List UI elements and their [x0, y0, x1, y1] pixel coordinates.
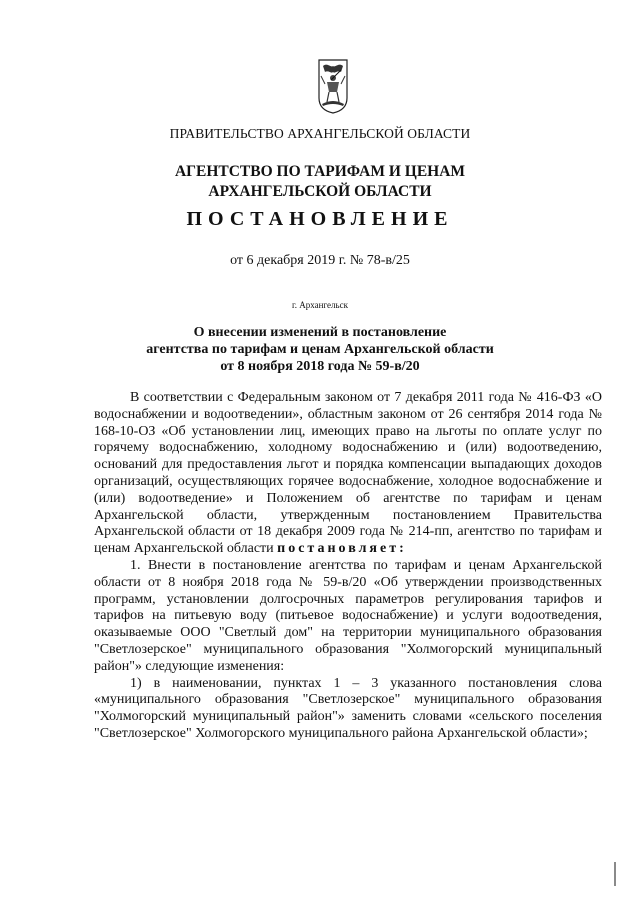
document-type: ПОСТАНОВЛЕНИЕ [186, 208, 454, 230]
agency-name-line: АГЕНТСТВО ПО ТАРИФАМ И ЦЕНАМ [174, 163, 466, 180]
government-name: ПРАВИТЕЛЬСТВО АРХАНГЕЛЬСКОЙ ОБЛАСТИ [169, 126, 471, 141]
document-body [94, 390, 602, 743]
resolution-keyword: постановляет: [277, 541, 407, 557]
document-city: г. Архангельск [292, 300, 348, 310]
coat-of-arms-icon [317, 58, 349, 114]
document-date-number: от 6 декабря 2019 г. № 78-в/25 [230, 253, 410, 268]
document-subject [0, 324, 640, 375]
agency-name-line: АРХАНГЕЛЬСКОЙ ОБЛАСТИ [208, 183, 432, 200]
subject-line: О внесении изменений в постановление [193, 325, 447, 340]
subject-line: агентства по тарифам и ценам Архангельской области [146, 342, 494, 357]
subject-line: от 8 ноября 2018 года № 59-в/20 [220, 359, 420, 374]
body-paragraph: 1. Внести в постановление агентства по тарифам и ценам Архангельской области от 8 ноября 2018 года № 59-в/20 «Об утверждении производственных программ, установлении долгосрочных параметров регулирования тарифов и тарифов на питьевую воду (питьевое водоснабжение) и услуги водоотведения, оказываемые ООО "Светлый дом" на территории муниципального образования "Светлозерское" муниципального образования "Холмогорский муниципальный район"» следующие изменения: [94, 557, 602, 674]
body-paragraph: 1) в наименовании, пунктах 1 – 3 указанного постановления слова «муниципального образования "Светлозерское" муниципального образования "Холмогорский муниципальный район"» заменить словами «сельского поселения "Светлозерское" Холмогорского муниципального района Архангельской области»; [94, 675, 602, 741]
scan-margin-mark [614, 862, 616, 886]
body-paragraph [94, 390, 602, 558]
agency-name [0, 162, 640, 202]
preamble-text: В соответствии с Федеральным законом от 7 декабря 2011 года № 416-ФЗ «О водоснабжении и водоотведении», областным законом от 26 сентября 2014 года № 168-10-ОЗ «Об установлении лиц, имеющих право на льготы по оплате услуг по горячему водоснабжению, холодному водоснабжению и (или) водоотведению, оснований для предоставления льгот и порядка компенсации выпадающих доходов организаций, осуществляющих горячее водоснабжение, холодное водоснабжение и (или) водоотведение» и Положением об агентстве по тарифам и ценам Архангельской области, утвержденным постановлением Правительства Архангельской области от 18 декабря 2009 года № 214-пп, агентство по тарифам и ценам Архангельской области [94, 390, 602, 557]
